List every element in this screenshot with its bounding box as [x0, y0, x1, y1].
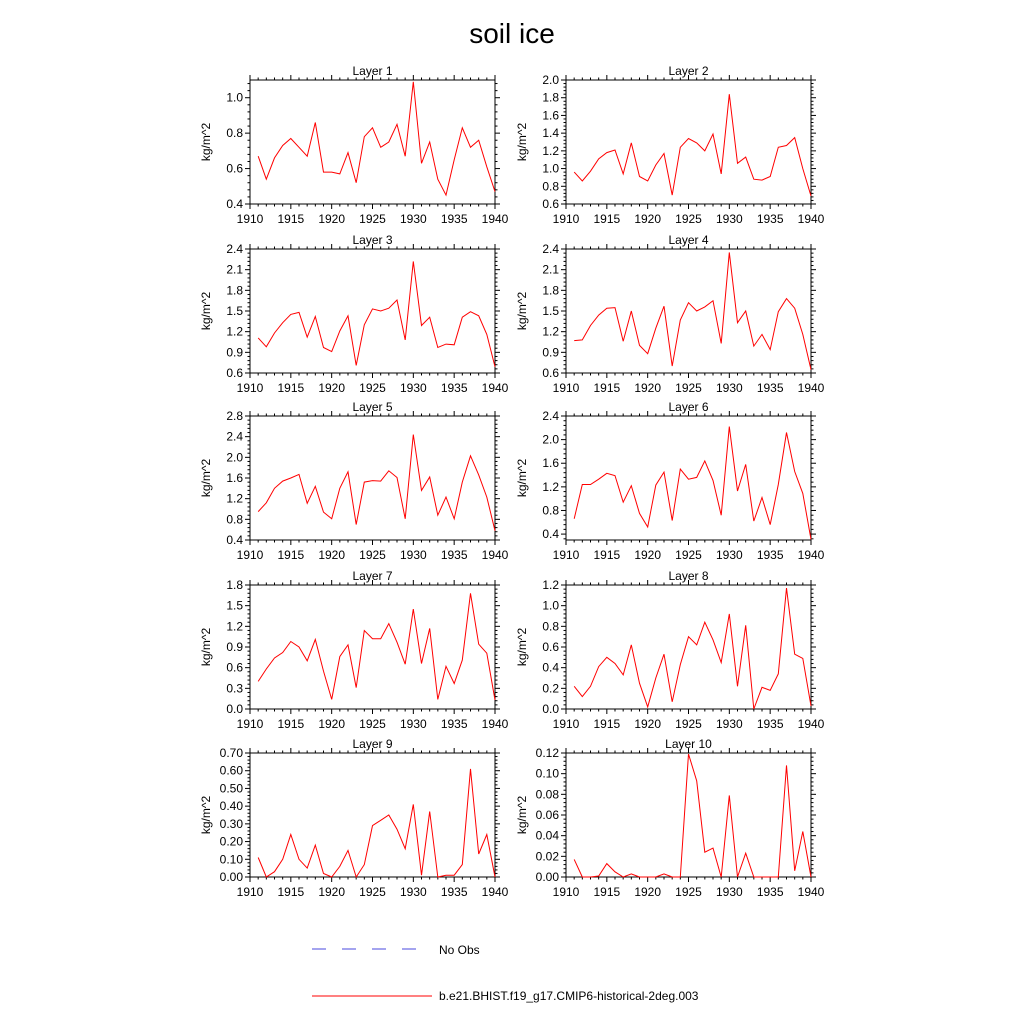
y-axis-label-1: kg/m^2 — [199, 122, 213, 162]
y-tick-label-9: 0.20 — [219, 834, 243, 849]
y-tick-label-5: 1.2 — [226, 491, 243, 506]
legend — [312, 943, 699, 1003]
panel-layer-6 — [515, 400, 825, 562]
x-tick-label-4: 1910 — [552, 381, 580, 395]
x-tick-label-10: 1910 — [552, 885, 580, 899]
y-tick-label-2: 1.0 — [542, 161, 559, 176]
x-tick-label-6: 1935 — [756, 548, 784, 562]
plot-frame-8 — [566, 585, 811, 709]
x-tick-label-9: 1935 — [440, 885, 468, 899]
y-tick-label-2: 0.6 — [542, 197, 559, 211]
y-tick-label-3: 2.4 — [226, 242, 243, 256]
y-tick-label-7: 0.6 — [226, 660, 243, 675]
y-tick-label-3: 1.2 — [226, 324, 243, 339]
x-tick-label-3: 1935 — [440, 381, 468, 395]
x-tick-label-3: 1910 — [236, 381, 264, 395]
panel-title-2: Layer 2 — [668, 64, 709, 78]
y-tick-label-9: 0.10 — [219, 852, 243, 867]
y-tick-label-6: 2.4 — [542, 409, 559, 423]
y-axis-label-4: kg/m^2 — [515, 291, 529, 331]
series-line-layer-3 — [258, 261, 495, 366]
y-axis-label-10: kg/m^2 — [515, 795, 529, 835]
y-tick-label-4: 1.2 — [542, 324, 559, 339]
panels — [199, 64, 825, 899]
y-tick-label-8: 0.4 — [542, 660, 559, 675]
x-tick-label-4: 1920 — [634, 381, 662, 395]
y-tick-label-8: 0.2 — [542, 681, 559, 696]
series-line-layer-6 — [574, 427, 811, 540]
x-tick-label-7: 1930 — [399, 717, 427, 731]
y-tick-label-3: 1.5 — [226, 304, 243, 318]
y-tick-label-5: 1.6 — [226, 471, 243, 485]
y-tick-label-4: 0.9 — [542, 345, 559, 360]
x-tick-label-2: 1920 — [634, 212, 662, 226]
y-tick-label-10: 0.10 — [535, 766, 559, 781]
y-tick-label-10: 0.08 — [535, 787, 559, 802]
y-tick-label-1: 0.6 — [226, 161, 243, 176]
y-tick-label-7: 1.5 — [226, 598, 243, 613]
y-tick-label-6: 1.2 — [542, 479, 559, 494]
x-tick-label-4: 1930 — [715, 381, 743, 395]
y-tick-label-1: 0.4 — [226, 197, 243, 211]
x-tick-label-1: 1940 — [481, 212, 509, 226]
x-tick-label-9: 1920 — [318, 885, 346, 899]
y-axis-label-5: kg/m^2 — [199, 458, 213, 498]
y-tick-label-7: 1.2 — [226, 619, 243, 634]
x-tick-label-8: 1935 — [756, 717, 784, 731]
y-tick-label-6: 1.6 — [542, 456, 559, 471]
x-tick-label-6: 1925 — [675, 548, 702, 562]
y-tick-label-9: 0.70 — [219, 746, 243, 760]
y-tick-label-6: 0.8 — [542, 503, 559, 518]
x-tick-label-8: 1915 — [593, 717, 621, 731]
panel-title-3: Layer 3 — [352, 233, 393, 247]
panel-layer-1 — [199, 64, 509, 226]
x-tick-label-10: 1930 — [715, 885, 743, 899]
x-tick-label-4: 1935 — [756, 381, 784, 395]
x-tick-label-5: 1915 — [277, 548, 305, 562]
x-tick-label-6: 1915 — [593, 548, 621, 562]
y-tick-label-2: 1.8 — [542, 90, 559, 105]
x-tick-label-10: 1940 — [797, 885, 825, 899]
y-tick-label-3: 2.1 — [226, 262, 243, 277]
x-tick-label-7: 1935 — [440, 717, 468, 731]
y-tick-label-10: 0.12 — [535, 746, 559, 760]
x-tick-label-6: 1940 — [797, 548, 825, 562]
series-line-layer-1 — [258, 82, 495, 195]
y-tick-label-8: 1.0 — [542, 598, 559, 613]
panel-layer-10 — [515, 737, 825, 899]
panel-title-7: Layer 7 — [352, 569, 393, 583]
panel-title-1: Layer 1 — [352, 64, 393, 78]
x-tick-label-5: 1935 — [440, 548, 468, 562]
series-line-layer-2 — [574, 94, 811, 196]
y-tick-label-4: 2.1 — [542, 262, 559, 277]
y-tick-label-9: 0.00 — [219, 870, 243, 884]
panel-layer-2 — [515, 64, 825, 226]
x-tick-label-2: 1930 — [715, 212, 743, 226]
y-tick-label-2: 1.2 — [542, 143, 559, 158]
x-tick-label-7: 1910 — [236, 717, 264, 731]
y-tick-label-1: 0.8 — [226, 126, 243, 141]
plot-frame-6 — [566, 416, 811, 540]
y-tick-label-3: 0.9 — [226, 345, 243, 360]
x-tick-label-5: 1925 — [359, 548, 386, 562]
x-tick-label-4: 1940 — [797, 381, 825, 395]
y-tick-label-8: 0.8 — [542, 619, 559, 634]
x-tick-label-4: 1925 — [675, 381, 702, 395]
x-tick-label-8: 1910 — [552, 717, 580, 731]
x-tick-label-1: 1935 — [440, 212, 468, 226]
x-tick-label-9: 1940 — [481, 885, 509, 899]
x-tick-label-1: 1925 — [359, 212, 386, 226]
y-tick-label-5: 0.8 — [226, 512, 243, 527]
x-tick-label-2: 1910 — [552, 212, 580, 226]
x-tick-label-5: 1910 — [236, 548, 264, 562]
y-tick-label-2: 2.0 — [542, 73, 559, 87]
figure-title: soil ice — [469, 18, 555, 49]
y-axis-label-2: kg/m^2 — [515, 122, 529, 162]
x-tick-label-8: 1940 — [797, 717, 825, 731]
y-tick-label-9: 0.60 — [219, 763, 243, 778]
plot-frame-2 — [566, 80, 811, 204]
y-tick-label-6: 0.4 — [542, 527, 559, 542]
y-tick-label-9: 0.50 — [219, 781, 243, 796]
y-tick-label-10: 0.00 — [535, 870, 559, 884]
y-tick-label-2: 0.8 — [542, 179, 559, 194]
plot-frame-10 — [566, 753, 811, 877]
x-tick-label-7: 1915 — [277, 717, 305, 731]
x-tick-label-6: 1930 — [715, 548, 743, 562]
panel-layer-3 — [199, 233, 509, 395]
y-tick-label-5: 2.4 — [226, 429, 243, 444]
x-tick-label-2: 1915 — [593, 212, 621, 226]
legend-obs-label: No Obs — [439, 943, 480, 957]
x-tick-label-7: 1940 — [481, 717, 509, 731]
x-tick-label-10: 1925 — [675, 885, 702, 899]
x-tick-label-6: 1920 — [634, 548, 662, 562]
x-tick-label-9: 1930 — [399, 885, 427, 899]
x-tick-label-8: 1920 — [634, 717, 662, 731]
y-tick-label-4: 1.8 — [542, 283, 559, 298]
series-line-layer-7 — [258, 593, 495, 700]
y-tick-label-4: 0.6 — [542, 366, 559, 380]
x-tick-label-1: 1910 — [236, 212, 264, 226]
y-tick-label-9: 0.30 — [219, 816, 243, 831]
panel-title-8: Layer 8 — [668, 569, 709, 583]
x-tick-label-10: 1935 — [756, 885, 784, 899]
x-tick-label-7: 1920 — [318, 717, 346, 731]
plot-frame-3 — [250, 249, 495, 373]
panel-title-10: Layer 10 — [665, 737, 712, 751]
series-line-layer-8 — [574, 588, 811, 709]
panel-layer-4 — [515, 233, 825, 395]
x-tick-label-3: 1915 — [277, 381, 305, 395]
y-tick-label-3: 1.8 — [226, 283, 243, 298]
y-axis-label-6: kg/m^2 — [515, 458, 529, 498]
x-tick-label-9: 1910 — [236, 885, 264, 899]
x-tick-label-7: 1925 — [359, 717, 386, 731]
y-tick-label-8: 0.0 — [542, 702, 559, 716]
x-tick-label-4: 1915 — [593, 381, 621, 395]
x-tick-label-5: 1930 — [399, 548, 427, 562]
y-tick-label-7: 1.8 — [226, 578, 243, 592]
y-tick-label-4: 1.5 — [542, 304, 559, 318]
y-tick-label-9: 0.40 — [219, 799, 243, 814]
y-axis-label-3: kg/m^2 — [199, 291, 213, 331]
x-tick-label-8: 1930 — [715, 717, 743, 731]
x-tick-label-8: 1925 — [675, 717, 702, 731]
x-tick-label-3: 1920 — [318, 381, 346, 395]
y-tick-label-2: 1.6 — [542, 108, 559, 123]
x-tick-label-10: 1915 — [593, 885, 621, 899]
panel-layer-7 — [199, 569, 509, 731]
panel-title-6: Layer 6 — [668, 400, 709, 414]
y-tick-label-10: 0.02 — [535, 849, 559, 864]
x-tick-label-6: 1910 — [552, 548, 580, 562]
x-tick-label-5: 1920 — [318, 548, 346, 562]
panel-layer-5 — [199, 400, 509, 562]
y-tick-label-10: 0.04 — [535, 828, 559, 843]
y-tick-label-8: 1.2 — [542, 578, 559, 592]
y-axis-label-9: kg/m^2 — [199, 795, 213, 835]
panel-layer-9 — [199, 737, 509, 899]
x-tick-label-1: 1930 — [399, 212, 427, 226]
x-tick-label-3: 1925 — [359, 381, 386, 395]
y-tick-label-6: 2.0 — [542, 432, 559, 447]
y-tick-label-5: 2.8 — [226, 409, 243, 423]
series-line-layer-10 — [574, 754, 811, 877]
x-tick-label-3: 1930 — [399, 381, 427, 395]
y-tick-label-7: 0.0 — [226, 702, 243, 716]
panel-title-4: Layer 4 — [668, 233, 709, 247]
x-tick-label-3: 1940 — [481, 381, 509, 395]
x-tick-label-5: 1940 — [481, 548, 509, 562]
legend-model-label: b.e21.BHIST.f19_g17.CMIP6-historical-2deg.003 — [439, 989, 699, 1003]
x-tick-label-9: 1915 — [277, 885, 305, 899]
panel-title-5: Layer 5 — [352, 400, 393, 414]
x-tick-label-10: 1920 — [634, 885, 662, 899]
y-tick-label-5: 0.4 — [226, 533, 243, 547]
plot-frame-9 — [250, 753, 495, 877]
y-tick-label-2: 1.4 — [542, 126, 559, 141]
series-line-layer-9 — [258, 769, 495, 877]
y-tick-label-3: 0.6 — [226, 366, 243, 380]
panel-layer-8 — [515, 569, 825, 731]
plot-frame-5 — [250, 416, 495, 540]
x-tick-label-1: 1920 — [318, 212, 346, 226]
y-axis-label-8: kg/m^2 — [515, 627, 529, 667]
y-tick-label-7: 0.9 — [226, 640, 243, 654]
y-tick-label-7: 0.3 — [226, 681, 243, 696]
x-tick-label-2: 1935 — [756, 212, 784, 226]
y-tick-label-10: 0.06 — [535, 808, 559, 822]
panel-title-9: Layer 9 — [352, 737, 393, 751]
x-tick-label-1: 1915 — [277, 212, 305, 226]
series-line-layer-4 — [574, 252, 811, 369]
series-line-layer-5 — [258, 435, 495, 531]
y-tick-label-1: 1.0 — [226, 90, 243, 105]
y-tick-label-4: 2.4 — [542, 242, 559, 256]
x-tick-label-2: 1940 — [797, 212, 825, 226]
y-tick-label-8: 0.6 — [542, 640, 559, 654]
y-tick-label-5: 2.0 — [226, 450, 243, 465]
y-axis-label-7: kg/m^2 — [199, 627, 213, 667]
x-tick-label-2: 1925 — [675, 212, 702, 226]
x-tick-label-9: 1925 — [359, 885, 386, 899]
